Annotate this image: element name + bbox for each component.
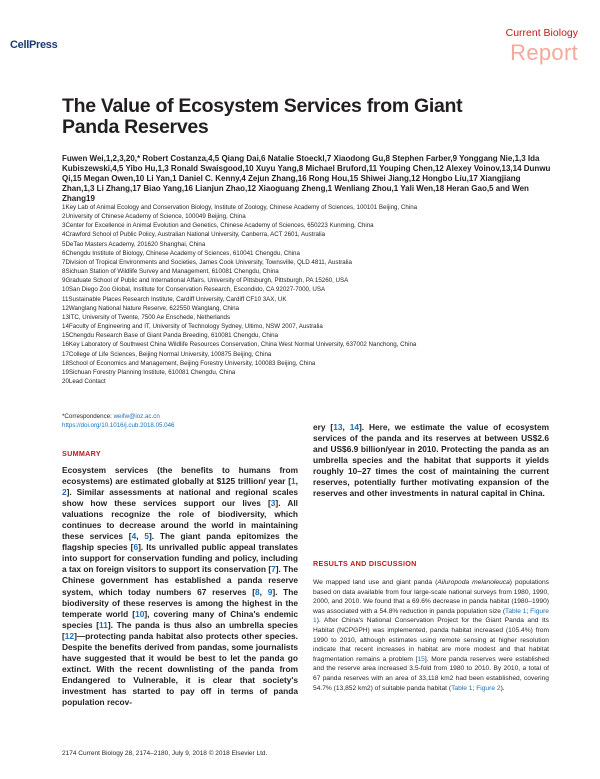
reference-link[interactable]: Table 1 [451,684,473,692]
reference-link[interactable]: Figure 1 [313,607,549,625]
affiliation-item: 14Faculty of Engineering and IT, University of Technology Sydney, Ultimo, NSW 2007, Australia [62,323,323,331]
reference-link[interactable]: 3 [270,498,276,509]
doi-link[interactable]: https://doi.org/10.1016/j.cub.2018.05.046 [62,422,175,430]
reference-link[interactable]: 4 [131,531,137,542]
correspondence-label: *Correspondence: [62,413,114,420]
affiliation-item: 4Crawford School of Public Policy, Australian National University, Canberra, ACT 2601, Australia [62,231,326,239]
author-list: Fuwen Wei,1,2,3,20,* Robert Costanza,4,5 Qiang Dai,6 Natalie Stoeckl,7 Xiaodong Gu,8 Stephen Farber,9 Yonggang Nie,1,3 Ida Kubiszewski,4,5 Yibo Hu,1,3 Ronald Swaisgood,10 Xuyu Yang,8 Michael Bruford,11 Youping Chen,12 Alexey Voinov,13,14 Dunwu Qi,15 Megan Owen,10 Li Yan,1 Daniel C. Kenny,4 Zejun Zhang,16 Rong Hou,15 Shiwei Jiang,12 Hongbo Liu,17 Xiangjiang Zhan,1,3 Li Zhang,17 Biao Yang,16 Lianjun Zhao,12 Xiaoguang Zheng,1 Wenliang Zhou,1 Yali Wen,18 Heran Gao,5 and Wen Zhang19 [62,154,551,203]
article-title: The Value of Ecosystem Services from Giant Panda Reserves [62,95,463,138]
correspondence-email[interactable]: weifw@ioz.ac.cn [113,413,160,420]
page-footer: 2174 Current Biology 28, 2174–2180, July 9, 2018 © 2018 Elsevier Ltd. [62,750,268,757]
reference-link[interactable]: 13 [333,422,343,432]
affiliation-item: 5DeTao Masters Academy, 201620 Shanghai, China [62,240,206,248]
reference-link[interactable]: 7 [271,564,276,575]
affiliation-item: 17College of Life Sciences, Beijing Normal University, 100875 Beijing, China [62,350,272,358]
journal-name: Current Biology [505,27,578,39]
affiliation-item: 2University of Chinese Academy of Science, 100049 Beijing, China [62,213,246,221]
affiliation-item: 6Chengdu Institute of Biology, Chinese Academy of Sciences, 610041 Chengdu, China [62,249,300,257]
article-type: Report [510,40,578,65]
results-heading: RESULTS AND DISCUSSION [313,559,417,568]
reference-link[interactable]: 11 [99,619,108,630]
affiliation-item: 13ITC, University of Twente, 7500 Ae Enschede, Netherlands [62,313,231,321]
affiliation-item: 16Key Laboratory of Southwest China Wildlife Resources Conservation, China West Normal University, 637002 Nanchong, China [62,341,417,349]
reference-link[interactable]: Table 1 [505,607,527,615]
publisher-logo: CellPress [10,39,58,51]
reference-link[interactable]: 5 [144,531,149,542]
summary-text-right: ery [13, 14]. Here, we estimate the value of ecosystem services of the panda and its reserves at between US$2.6 and US$6.9 billion/year in 2010. Protecting the panda as an umbrella species and the habitat that supports it yields roughly 10–27 times the cost of maintaining the current reserves, potentially further motivating expansion of the reserves and other investments in natural capital in China. [313,422,550,499]
affiliation-item: 1Key Lab of Animal Ecology and Conservation Biology, Institute of Zoology, Chinese Academy of Sciences, 100101 Beijing, China [62,204,418,211]
correspondence-block [62,412,175,430]
results-text: We mapped land use and giant panda (Ailuropoda melanoleuca) populations based on data available from four large-scale national surveys from 1980, 1990, 2000, and 2010. We found that a 69.6% decrease in panda habitat (1980–1990) was associated with a 54.8% reduction in panda population size (Table 1; Figure 1). After China's National Conservation Project for the Giant Panda and Its Habitat (NCPGPH) was implemented, panda habitat increased (105.4%) from 1990 to 2010, although estimates using remote sensing at higher resolution indicate that recent increases in habitat are more modest and that habitat fragmentation remains a problem [15]. More panda reserves were established and the reserve area increased 3.5-fold from 1980 to 2010. By 2010, a total of 67 panda reserves with an area of 33,118 km2 had been established, covering 54.7% (13,852 km2) of suitable panda habitat (Table 1; Figure 2). [313,579,549,692]
reference-link[interactable]: 9 [267,586,273,597]
reference-link[interactable]: 12 [64,630,75,641]
reference-link[interactable]: 15 [417,655,425,663]
reference-link[interactable]: 14 [349,422,359,432]
summary-text-left: Ecosystem services (the benefits to humans from ecosystems) are estimated globally at $125 trillion/ year [1, 2]. Similar assessments at national and regional scales show how these services support our lives [3]. All valuations recognize the role of biodiversity, which continues to decrease around the world in maintaining these services [4, 5]. The giant panda epitomizes the flagship species [6]. Its unrivalled public appeal translates into support for conservation funding and policy, including a tax on foreign visitors to support its conservation [7]. The Chinese government has established a panda reserve system, which today numbers 67 reserves [8, 9]. The biodiversity of these reserves is among the highest in the temperate world [10], covering many of China's endemic species [11]. The panda is thus also an umbrella species [12]—protecting panda habitat also protects other species. Despite the benefits derived from pandas, some journalists have suggested that it would be best to let the panda go extinct. With the recent downlisting of the panda from Endangered to Vulnerable, it is clear that society's investment has started to pay off in terms of panda population recov- [62,465,299,707]
affiliation-item: 20Lead Contact [62,377,106,385]
reference-link[interactable]: 8 [255,586,260,597]
reference-link[interactable]: 10 [135,608,145,619]
species-name: Ailuropoda melanoleuca [437,579,510,586]
affiliation-item: 19Sichuan Forestry Planning Institute, 610081 Chengdu, China [62,368,236,376]
affiliation-item: 10San Diego Zoo Global, Institute for Conservation Research, Escondido, CA 92027-7000, USA [62,286,326,294]
reference-link[interactable]: Figure 2 [476,684,501,692]
summary-heading: SUMMARY [62,449,101,458]
affiliation-item: 12Wanglang National Nature Reserve, 622550 Wanglang, China [62,304,240,312]
affiliation-item: 18School of Economics and Management, Beijing Forestry University, 100083 Beijing, China [62,359,316,367]
affiliation-item: 3Center for Excellence in Animal Evolution and Genetics, Chinese Academy of Sciences, 650223 Kunming, China [62,222,374,230]
affiliation-item: 8Sichuan Station of Wildlife Survey and Management, 610081 Chengdu, China [62,268,279,276]
reference-link[interactable]: 2 [62,487,67,498]
affiliation-item: 7Division of Tropical Environments and Societies, James Cook University, Townsville, QLD 4811, Australia [62,258,352,266]
affiliation-item: 9Graduate School of Public and International Affairs, University of Pittsburgh, Pittsburgh, PA 15260, USA [62,277,349,285]
affiliation-item: 15Chengdu Research Base of Giant Panda Breeding, 610081 Chengdu, China [62,332,279,340]
affiliation-item: 11Sustainable Places Research Institute, Cardiff University, Cardiff CF10 3AX, UK [62,295,287,303]
reference-link[interactable]: 1 [291,476,296,487]
reference-link[interactable]: 6 [133,542,139,553]
affiliation-list [62,203,562,386]
